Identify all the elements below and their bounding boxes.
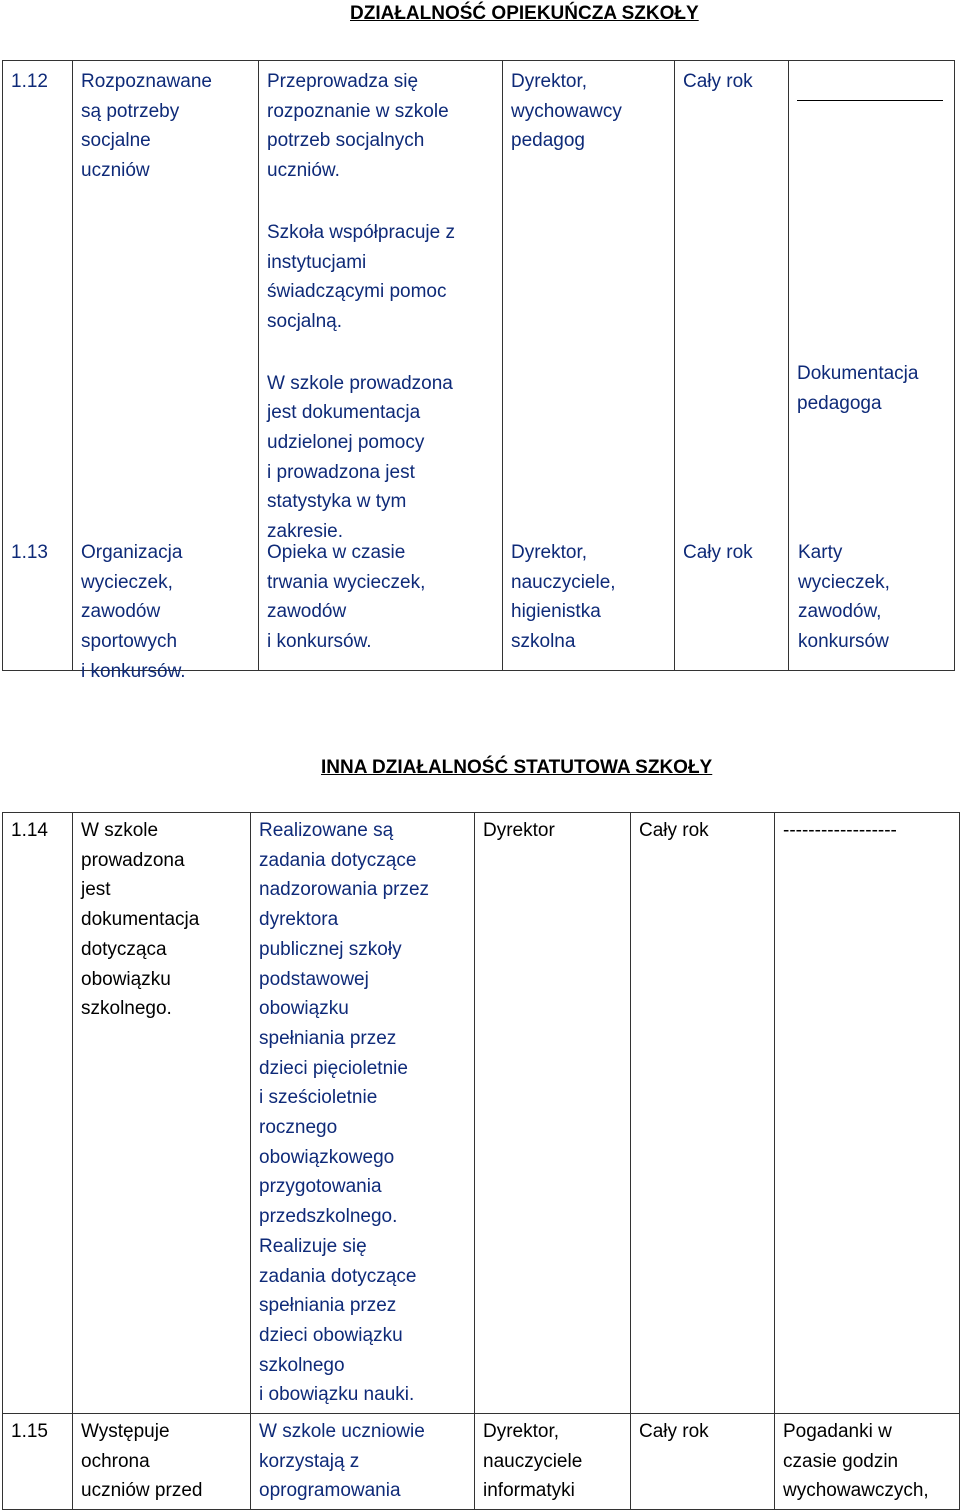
term-cell: Cały rok: [631, 1414, 775, 1510]
area-cell: Występuje ochrona uczniów przed: [73, 1414, 251, 1510]
task-text: Opieka w czasie trwania wycieczek, zawodów i konkursów.: [267, 542, 426, 653]
table-row: [3, 1414, 960, 1510]
term-text: Cały rok: [683, 542, 753, 563]
section-title-opiekuncza: DZIAŁALNOŚĆ OPIEKUŃCZA SZKOŁY: [350, 3, 699, 24]
evidence-cell: ------------------: [775, 813, 960, 1414]
section-title-statutowa: INNA DZIAŁALNOŚĆ STATUTOWA SZKOŁY: [321, 757, 713, 778]
evidence-cell: Pogadanki w czasie godzin wychowawczych,: [775, 1414, 960, 1510]
table-row: [3, 813, 960, 1414]
responsible-cell: Dyrektor: [475, 813, 631, 1414]
task-cell: Realizowane są zadania dotyczące nadzorowania przez dyrektora publicznej szkoły podstawowej obowiązku spełniania przez dzieci pięcioletnie i sześcioletnie rocznego obowiązkowego przygotowania przedszkolnego. Realizuje się zadania dotyczące spełniania przez dzieci obowiązku szkolnego i obowiązku nauki.: [251, 813, 475, 1414]
row-number: 1.14: [3, 813, 73, 1414]
term-cell: Cały rok: [631, 813, 775, 1414]
row-number: 1.13: [11, 542, 48, 563]
task-text: W szkole prowadzona jest dokumentacja udzielonej pomocy i prowadzona jest statystyka w tym zakresie.: [267, 372, 453, 543]
row-number: 1.15: [3, 1414, 73, 1510]
responsible-text: Dyrektor, nauczyciele, higienistka szkolna: [511, 542, 616, 653]
row-number: 1.12: [3, 61, 73, 671]
term-cell: Cały rok: [675, 61, 789, 671]
evidence-text: Karty wycieczek, zawodów, konkursów: [798, 542, 890, 653]
responsible-cell: Dyrektor, nauczyciele informatyki: [475, 1414, 631, 1510]
area-text: Organizacja wycieczek, zawodów sportowych i konkursów.: [81, 542, 186, 682]
area-cell: W szkole prowadzona jest dokumentacja dotycząca obowiązku szkolnego.: [73, 813, 251, 1414]
task-text: Przeprowadza się rozpoznanie w szkole potrzeb socjalnych uczniów.: [267, 71, 449, 182]
responsible-cell: Dyrektor, wychowawcy pedagog: [503, 61, 675, 671]
area-cell: Rozpoznawane są potrzeby socjalne uczniów: [73, 61, 259, 671]
task-cell: W szkole uczniowie korzystają z oprogramowania: [251, 1414, 475, 1510]
row-1-13: [0, 538, 960, 688]
evidence-cell: Dokumentacja pedagoga: [789, 61, 955, 671]
statutory-activity-table: [2, 812, 960, 1510]
task-text: Szkoła współpracuje z instytucjami świadczącymi pomoc socjalną.: [267, 221, 455, 332]
